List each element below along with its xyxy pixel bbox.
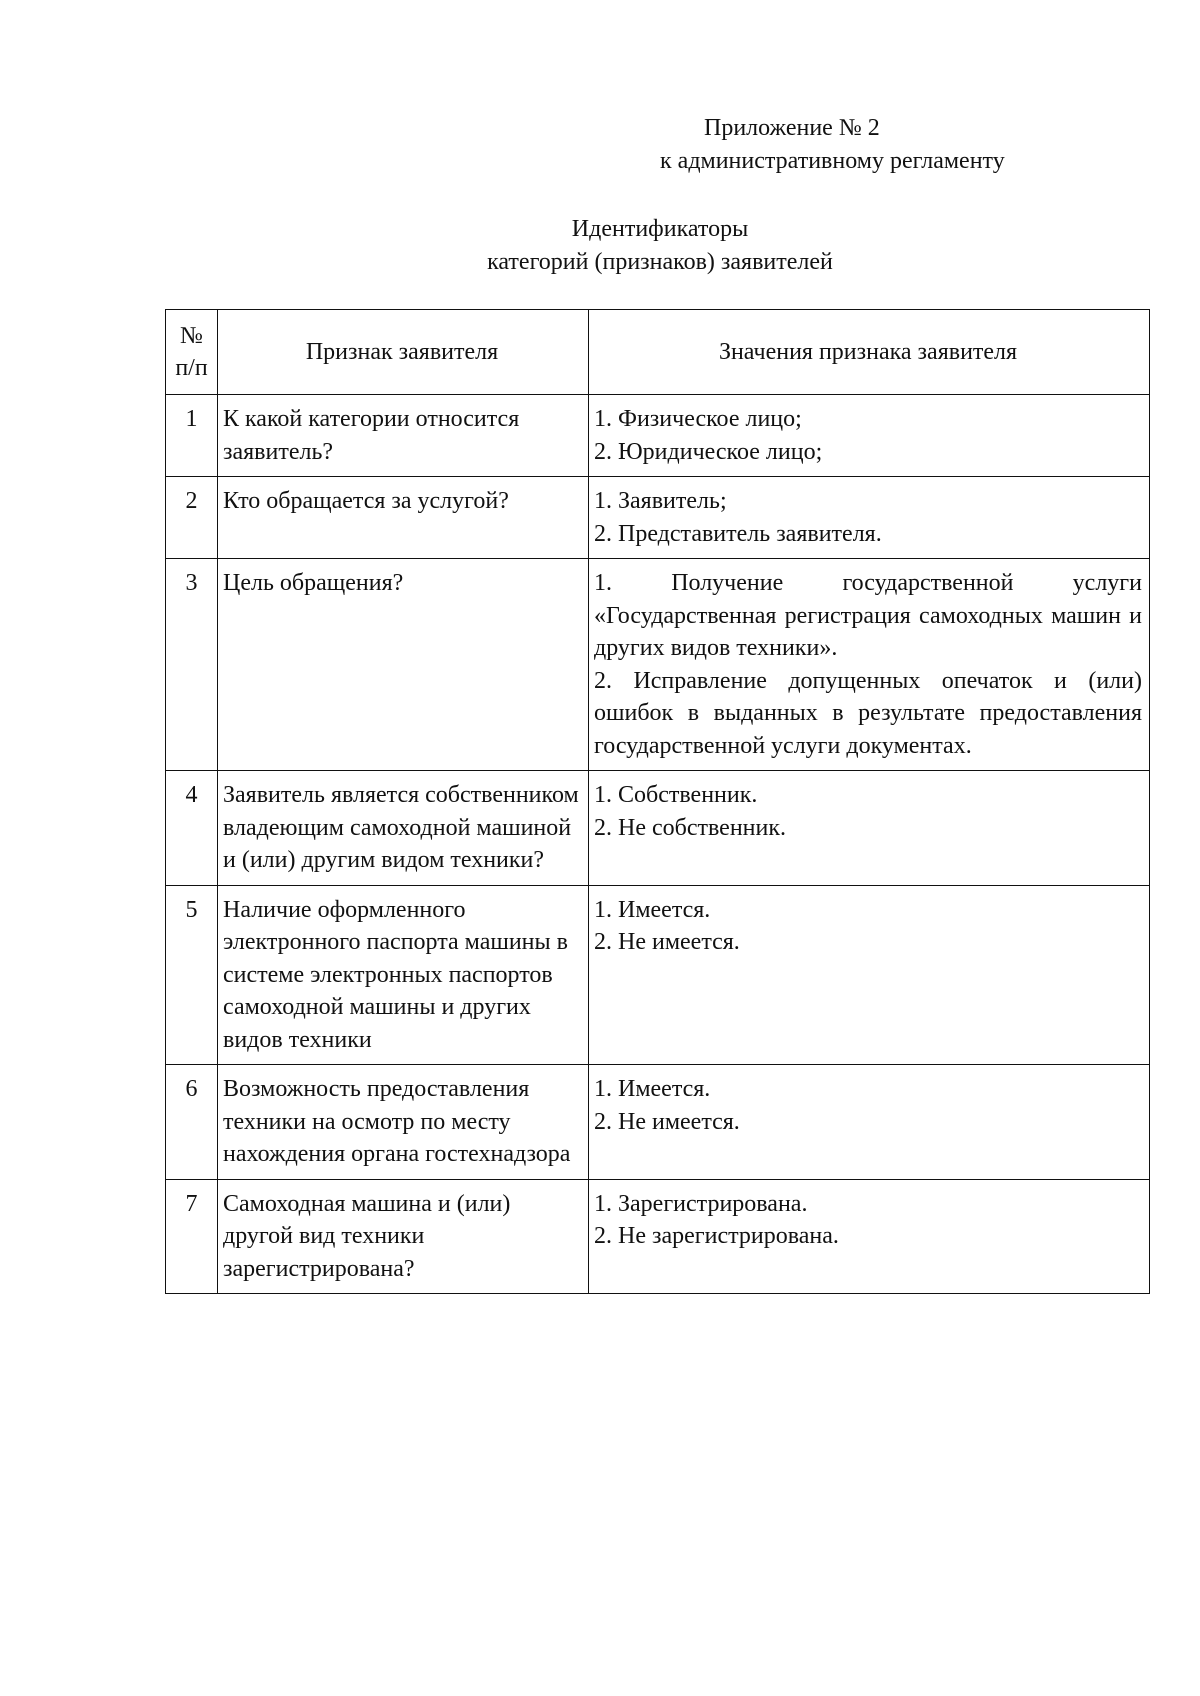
row-attribute: Самоходная машина и (или) другой вид техники зарегистрирована?: [218, 1179, 589, 1294]
table-row: [166, 477, 1150, 559]
row-values: [589, 1065, 1150, 1180]
appendix-number: Приложение № 2: [704, 115, 880, 141]
row-attribute: Заявитель является собственником владеющим самоходной машиной и (или) другим видом техники?: [218, 771, 589, 886]
table-row: [166, 771, 1150, 886]
appendix-reference: к административному регламенту: [660, 148, 1005, 174]
row-value-item: 2. Юридическое лицо;: [594, 438, 823, 465]
row-value-item: 1. Физическое лицо;: [594, 406, 802, 432]
row-attribute: Кто обращается за услугой?: [218, 477, 589, 559]
document-title-line-2: категорий (признаков) заявителей: [487, 249, 833, 275]
header-attribute: Признак заявителя: [218, 310, 589, 395]
header-number: [166, 310, 218, 395]
row-value-item: 1. Имеется.: [594, 1076, 711, 1102]
row-attribute: К какой категории относится заявитель?: [218, 395, 589, 477]
row-number: 7: [166, 1179, 218, 1294]
row-number: 1: [166, 395, 218, 477]
table-row: [166, 559, 1150, 771]
row-value-item: 2. Не имеется.: [594, 1108, 740, 1135]
identifiers-table: [165, 309, 1150, 1294]
row-number: 4: [166, 771, 218, 886]
row-value-item: 2. Не собственник.: [594, 814, 787, 841]
document-title: [0, 213, 1200, 279]
table-row: [166, 1179, 1150, 1294]
row-value-item: 1. Заявитель;: [594, 488, 727, 514]
row-values: [589, 885, 1150, 1065]
row-value-item: 1. Имеется.: [594, 896, 711, 923]
row-value-item: 2. Не имеется.: [594, 929, 740, 955]
header-number-symbol: №: [180, 323, 203, 349]
row-values: [589, 477, 1150, 559]
document-title-line-1: Идентификаторы: [571, 216, 749, 242]
row-value-item: 2. Не зарегистрирована.: [594, 1223, 839, 1249]
appendix-heading: [660, 112, 1100, 178]
row-attribute: Цель обращения?: [218, 559, 589, 771]
table-header-row: [166, 310, 1150, 395]
row-value-item: 1. Зарегистрирована.: [594, 1190, 808, 1217]
row-number: 3: [166, 559, 218, 771]
row-value-item: 2. Исправление допущенных опечаток и (или) ошибок в выданных в результате предоставления государственной услуги документах.: [594, 667, 1142, 759]
header-values: Значения признака заявителя: [589, 310, 1150, 395]
table-row: [166, 395, 1150, 477]
table-row: [166, 1065, 1150, 1180]
row-value-item: 2. Представитель заявителя.: [594, 520, 882, 547]
row-values: [589, 559, 1150, 771]
header-number-abbrev: п/п: [175, 355, 208, 381]
row-values: [589, 395, 1150, 477]
row-number: 5: [166, 885, 218, 1065]
row-values: [589, 1179, 1150, 1294]
row-value-item: 1. Получение государственной услуги «Государственная регистрация самоходных машин и других видов техники».: [594, 570, 1142, 661]
row-attribute: Возможность предоставления техники на осмотр по месту нахождения органа гостехнадзора: [218, 1065, 589, 1180]
row-attribute: Наличие оформленного электронного паспорта машины в системе электронных паспортов самоходной машины и других видов техники: [218, 885, 589, 1065]
table-row: [166, 885, 1150, 1065]
row-values: [589, 771, 1150, 886]
row-value-item: 1. Собственник.: [594, 782, 758, 808]
row-number: 6: [166, 1065, 218, 1180]
row-number: 2: [166, 477, 218, 559]
